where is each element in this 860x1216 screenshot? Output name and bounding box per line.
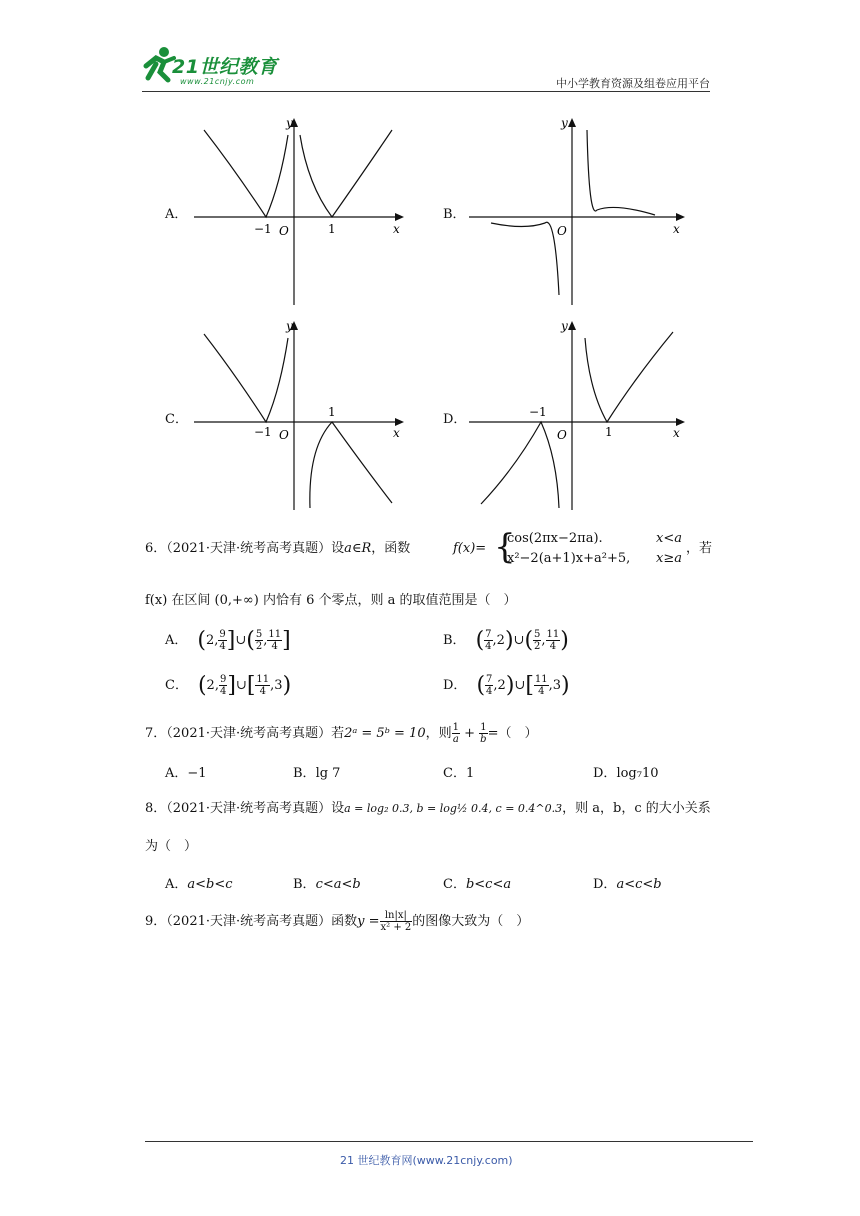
option-label: D． [593, 766, 617, 781]
footer-divider [145, 1141, 753, 1142]
q9-lhs: y = [357, 914, 380, 929]
origin-label: O [557, 428, 567, 442]
q7-option-a[interactable] [165, 762, 207, 781]
q6-option-d[interactable]: D． ( $\frac{7}{4}$ ,2)∪[ $\frac{11}{4}$ ,3) [443, 673, 570, 698]
x-axis-arrow [395, 213, 404, 221]
curve-right [585, 332, 673, 422]
q6-option-c[interactable]: C． (2, $\frac{9}{4}$ ]∪[ $\frac{11}{4}$ ,3) [165, 673, 292, 698]
graph-b-label: B． [443, 207, 466, 222]
graph-c [190, 318, 415, 513]
q7-suffix: =（ ） [487, 726, 538, 741]
q7-mid: ，则 [425, 726, 452, 741]
graph-d-label: D． [443, 412, 467, 427]
option-label: D． [593, 877, 617, 892]
q6-suffix: ，若 [686, 541, 713, 556]
curve-right [300, 130, 392, 217]
q9-prefix: 9．（2021·天津·统考高考真题）函数 [145, 914, 358, 929]
option-label: C． [443, 877, 466, 892]
q8-option-a[interactable] [165, 873, 233, 892]
runner-logo-icon [142, 44, 176, 84]
question-8-line1 [145, 800, 711, 818]
x-axis-arrow [676, 213, 685, 221]
tick-neg-one: −1 [254, 222, 272, 236]
q8-option-b[interactable] [293, 873, 361, 892]
graph-c-label: C． [165, 412, 188, 427]
curve-left [204, 334, 288, 422]
option-label: A． [165, 766, 188, 781]
header-platform-title: 中小学教育资源及组卷应用平台 [556, 77, 710, 90]
graph-b [465, 115, 690, 310]
y-axis-label: y [561, 319, 568, 333]
q6-case1: cos(2πx−2πa). [507, 531, 603, 546]
curve-left [491, 222, 559, 295]
q6-line2: f(x) 在区间 (0,+∞) 内恰有 6 个零点，则 a 的取值范围是（ ） [145, 593, 517, 608]
q6-prefix: 6．（2021·天津·统考高考真题）设 [145, 541, 345, 556]
q8-prefix: 8．（2021·天津·统考高考真题）设 [145, 801, 345, 816]
header-divider [142, 91, 710, 92]
option-value: a<b<c [187, 877, 233, 892]
option-label: C． [165, 678, 188, 693]
logo-text: 21世纪教育 [172, 56, 278, 78]
y-axis-label: y [561, 116, 568, 130]
option-value: log₇10 [616, 766, 659, 781]
curve-right [310, 422, 392, 508]
q7-expr: 2ᵃ = 5ᵇ = 10 [344, 726, 426, 741]
q9-denominator: x² + 2 [380, 922, 412, 933]
q8-suffix: ，则 a，b，c 的大小关系 [562, 801, 711, 816]
q7-frac-1: $\frac{1}{a}$ [452, 722, 459, 745]
q7-option-c[interactable] [443, 762, 474, 781]
tick-one: 1 [328, 222, 336, 236]
q7-option-d[interactable] [593, 762, 659, 781]
curve-left [481, 422, 559, 508]
graph-d [465, 318, 690, 513]
q6-fx [453, 540, 486, 558]
q6-option-b[interactable]: B． ( $\frac{7}{4}$ ,2)∪( $\frac{5}{2}$ , $\frac{11}{4}$ ) [443, 628, 569, 653]
x-axis-label: x [673, 426, 680, 440]
option-value: 1 [465, 766, 475, 781]
q9-numerator: ln|x| [380, 910, 413, 922]
x-axis-arrow [676, 418, 685, 426]
y-axis-arrow [568, 321, 576, 330]
option-label: A． [165, 633, 188, 648]
origin-label: O [557, 224, 567, 238]
q6-cond: a∈R [344, 541, 372, 556]
option-value: a<c<b [616, 877, 662, 892]
option-label: C． [443, 766, 466, 781]
option-value: −1 [187, 766, 207, 781]
x-axis-label: x [393, 222, 400, 236]
option-value: lg 7 [315, 766, 341, 781]
option-label: D． [443, 678, 467, 693]
q6-case1-cond: x<a [656, 531, 682, 546]
q7-frac-2: $\frac{1}{b}$ [480, 722, 487, 745]
q9-frac [380, 910, 413, 933]
tick-neg-one: −1 [254, 425, 272, 439]
tick-one: 1 [328, 405, 336, 419]
q6-case2-cond: x≥a [656, 551, 682, 566]
y-axis-label: y [286, 116, 293, 130]
footer-link[interactable]: 21 世纪教育网(www.21cnjy.com) [340, 1154, 513, 1167]
y-axis-arrow [568, 118, 576, 127]
q6-brace: { [494, 527, 516, 567]
tick-neg-one: −1 [529, 405, 547, 419]
q8-option-d[interactable] [593, 873, 662, 892]
origin-label: O [279, 428, 289, 442]
x-axis-label: x [393, 426, 400, 440]
logo-url: www.21cnjy.com [180, 77, 255, 86]
y-axis-label: y [286, 319, 293, 333]
q6-fx-label: f(x)= [453, 541, 487, 556]
q6-case2: x²−2(a+1)x+a²+5, [507, 551, 631, 566]
tick-one: 1 [605, 425, 613, 439]
q8-expr: a = log₂ 0.3, b = log½ 0.4, c = 0.4^0.3 [344, 802, 563, 815]
option-label: B． [293, 766, 316, 781]
option-label: A． [165, 877, 188, 892]
q7-option-b[interactable] [293, 762, 340, 781]
option-label: B． [443, 633, 466, 648]
option-label: B． [293, 877, 316, 892]
q8-option-c[interactable] [443, 873, 511, 892]
question-6-line1 [145, 540, 410, 558]
x-axis-label: x [673, 222, 680, 236]
graph-a-label: A． [165, 207, 188, 222]
curve-right [587, 130, 655, 215]
option-value: c<a<b [315, 877, 361, 892]
option-value: b<c<a [465, 877, 512, 892]
origin-label: O [279, 224, 289, 238]
q8-line2: 为（ ） [145, 839, 198, 854]
question-9 [145, 910, 529, 933]
q9-suffix: 的图像大致为（ ） [412, 914, 530, 929]
question-7: 7．（2021·天津·统考高考真题）若2ᵃ = 5ᵇ = 10，则 $\frac{1}{a}$ + $\frac{1}{b}$ =（ ） [145, 722, 538, 745]
q6-option-a[interactable]: A． (2, $\frac{9}{4}$ ]∪( $\frac{5}{2}$ , $\frac{11}{4}$ ] [165, 628, 291, 653]
curve-left [204, 130, 288, 217]
q6-mid: ，函数 [371, 541, 411, 556]
x-axis-arrow [395, 418, 404, 426]
graph-a [190, 115, 415, 310]
q7-prefix: 7．（2021·天津·统考高考真题）若 [145, 726, 345, 741]
